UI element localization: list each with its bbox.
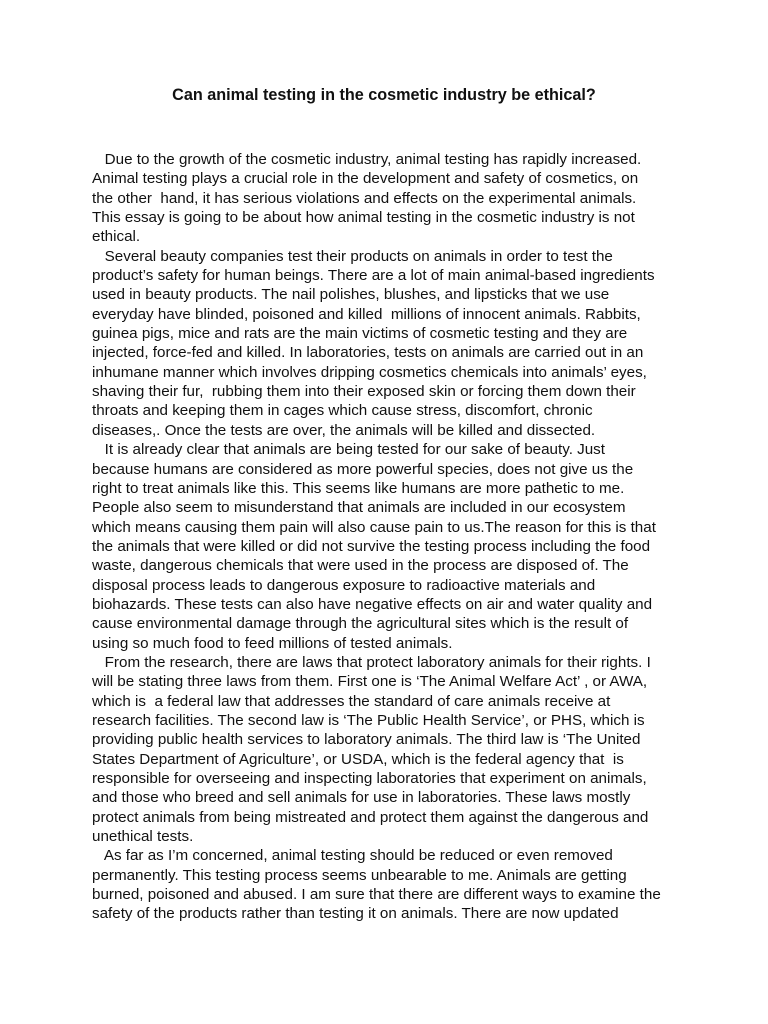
body-text-line: safety of the products rather than testing it on animals. There are now updated bbox=[92, 905, 619, 923]
body-text-line: the animals that were killed or did not survive the testing process including the food bbox=[92, 537, 651, 555]
body-text-line: waste, dangerous chemicals that were used in the process are disposed of. The bbox=[92, 557, 629, 575]
body-text-line: which is a federal law that addresses the standard of care animals receive at bbox=[92, 692, 611, 710]
body-text-line: used in beauty products. The nail polishes, blushes, and lipsticks that we use bbox=[92, 286, 610, 304]
body-text-line: Several beauty companies test their products on animals in order to test the bbox=[92, 247, 613, 265]
body-text-line: biohazards. These tests can also have negative effects on air and water quality and bbox=[92, 595, 653, 613]
body-text-line: product’s safety for human beings. There are a lot of main animal-based ingredients bbox=[92, 267, 655, 285]
body-text-line: right to treat animals like this. This seems like humans are more pathetic to me. bbox=[92, 479, 625, 497]
document-body bbox=[92, 150, 692, 924]
body-text-line: diseases,. Once the tests are over, the animals will be killed and dissected. bbox=[92, 421, 596, 439]
body-text-line: permanently. This testing process seems unbearable to me. Animals are getting bbox=[92, 866, 627, 884]
body-text-line: This essay is going to be about how animal testing in the cosmetic industry is not bbox=[92, 209, 635, 227]
body-text-line: using so much food to feed millions of tested animals. bbox=[92, 634, 453, 652]
body-text-line: research facilities. The second law is ‘The Public Health Service’, or PHS, which is bbox=[92, 711, 645, 729]
body-text-line: the other hand, it has serious violations and effects on the experimental animals. bbox=[92, 189, 637, 207]
body-text-line: cause environmental damage through the agricultural sites which is the result of bbox=[92, 615, 629, 633]
body-text-line: People also seem to misunderstand that animals are included in our ecosystem bbox=[92, 499, 626, 517]
body-text-line: will be stating three laws from them. First one is ‘The Animal Welfare Act’ , or AWA, bbox=[92, 673, 648, 691]
body-text-line: injected, force-fed and killed. In laboratories, tests on animals are carried out in an bbox=[92, 344, 644, 362]
body-text-line: because humans are considered as more powerful species, does not give us the bbox=[92, 460, 634, 478]
body-text-line: Animal testing plays a crucial role in the development and safety of cosmetics, on bbox=[92, 170, 639, 188]
body-text-line: guinea pigs, mice and rats are the main victims of cosmetic testing and they are bbox=[92, 325, 628, 343]
body-text-line: and those who breed and sell animals for use in laboratories. These laws mostly bbox=[92, 789, 631, 807]
body-text-line: ethical. bbox=[92, 228, 141, 246]
body-text-line: everyday have blinded, poisoned and killed millions of innocent animals. Rabbits, bbox=[92, 305, 641, 323]
body-text-line: As far as I’m concerned, animal testing should be reduced or even removed bbox=[92, 847, 613, 865]
body-text-line: throats and keeping them in cages which cause stress, discomfort, chronic bbox=[92, 402, 593, 420]
body-text-line: Due to the growth of the cosmetic industry, animal testing has rapidly increased. bbox=[92, 151, 642, 168]
body-text-line: From the research, there are laws that protect laboratory animals for their rights. I bbox=[92, 653, 651, 671]
body-text-line: States Department of Agriculture’, or USDA, which is the federal agency that is bbox=[92, 750, 624, 768]
body-text-line: inhumane manner which involves dripping cosmetics chemicals into animals’ eyes, bbox=[92, 363, 647, 381]
body-text-line: responsible for overseeing and inspecting laboratories that experiment on animals, bbox=[92, 770, 647, 787]
body-text-line: unethical tests. bbox=[92, 828, 194, 846]
body-text-line: which means causing them pain will also cause pain to us.The reason for this is that bbox=[92, 518, 656, 536]
body-text-line: burned, poisoned and abused. I am sure that there are different ways to examine the bbox=[92, 886, 661, 904]
body-text-line: shaving their fur, rubbing them into their exposed skin or forcing them down their bbox=[92, 383, 636, 401]
body-text-line: providing public health services to laboratory animals. The third law is ‘The United bbox=[92, 731, 641, 749]
document-title: Can animal testing in the cosmetic industry be ethical? bbox=[172, 86, 596, 104]
body-text-line: protect animals from being mistreated and protect them against the dangerous and bbox=[92, 808, 649, 826]
body-text-line: disposal process leads to dangerous exposure to radioactive materials and bbox=[92, 576, 596, 594]
body-text-line: It is already clear that animals are being tested for our sake of beauty. Just bbox=[92, 441, 605, 459]
